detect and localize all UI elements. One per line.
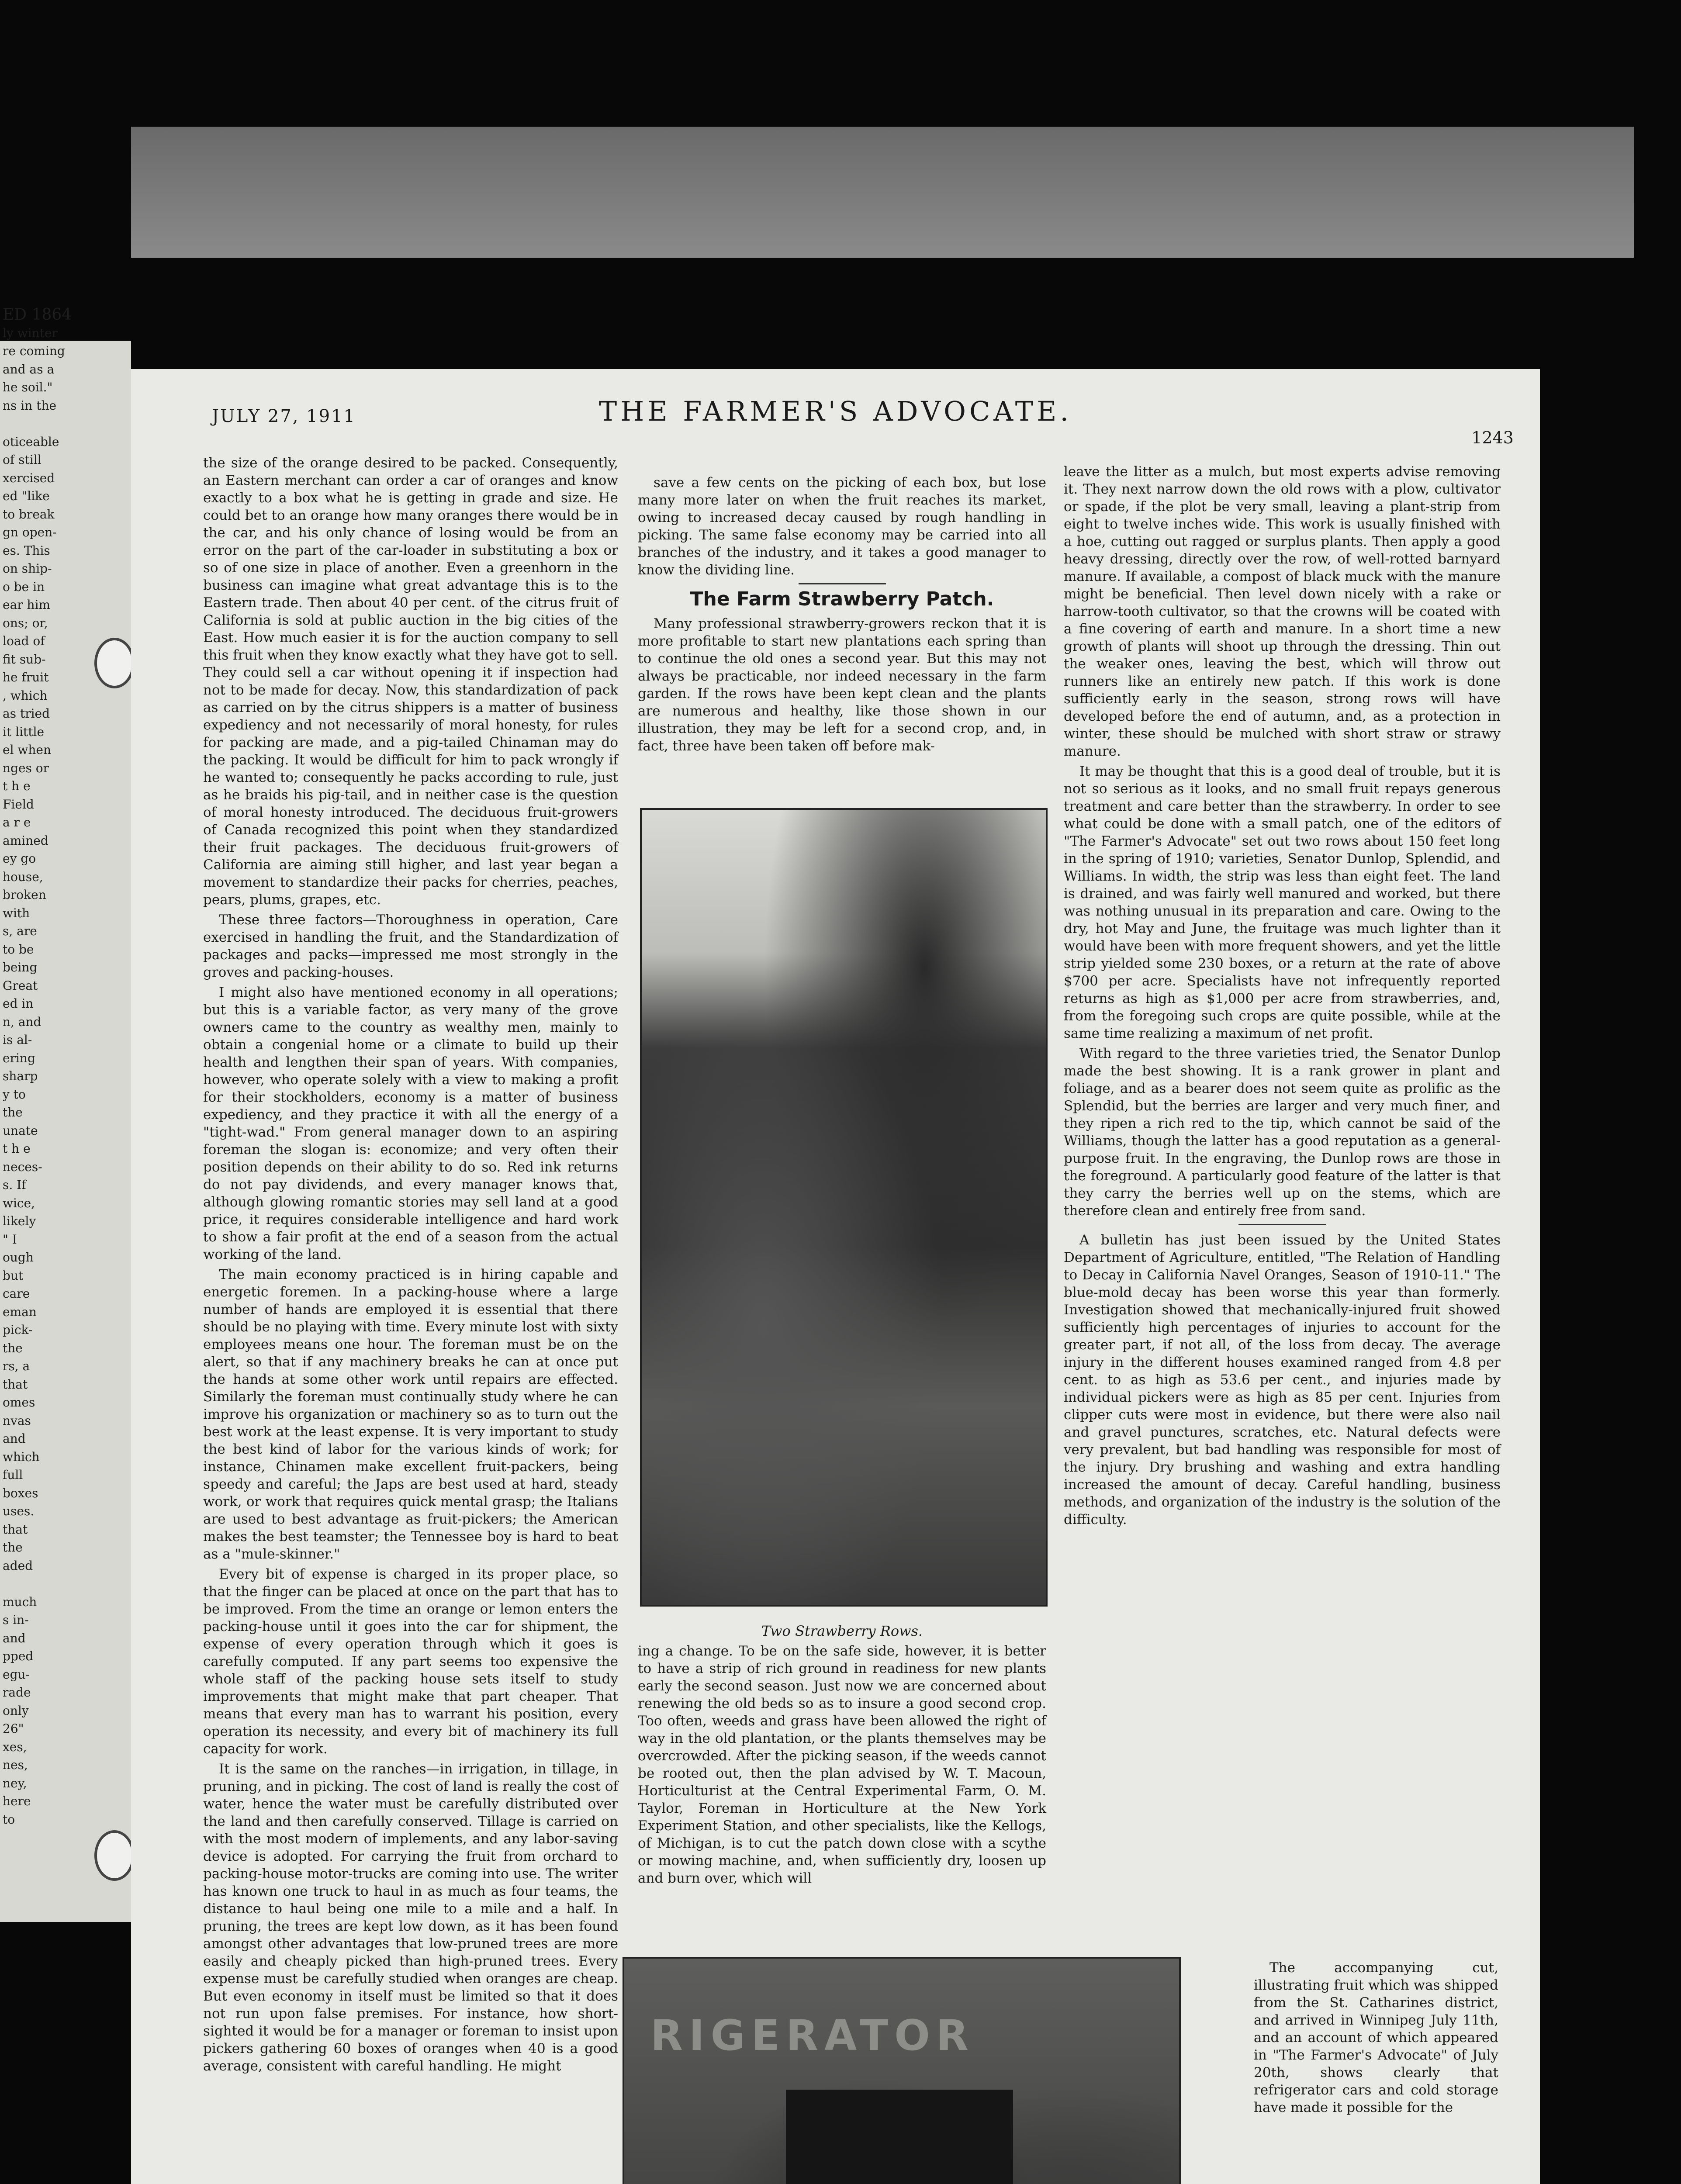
text-fragment: omes	[3, 1395, 35, 1410]
text-fragment: only	[3, 1703, 29, 1718]
text-fragment: nges or	[3, 760, 49, 775]
text-fragment: pped	[3, 1649, 34, 1663]
text-fragment: that	[3, 1377, 28, 1392]
text-fragment: oticeable	[3, 434, 59, 449]
text-fragment: xes,	[3, 1739, 27, 1754]
text-fragment: egu-	[3, 1667, 30, 1682]
text-fragment: load of	[3, 634, 45, 648]
masthead: THE FARMER'S ADVOCATE.	[598, 395, 1072, 427]
paragraph: The main economy practiced is in hiring capable and energetic foremen. In a packing-house where a large number of hands are employed it is essential that there should be no playing with time. Every minute lost with sixty employees means one hour. The foreman must be on the alert, so that if any machinery breaks he can at once put the hands at some other work until repairs are effected. Similarly the foreman must continually study where he can improve his organization or machinery so as to turn out the best work at the least expense. It is very important to study the best kind of labor for the various kinds of work; for instance, Chinamen make excellent fruit-packers, being speedy and careful; the Japs are best used at hard, steady work, or work that requires quick mental grasp; the Italians are used to best advantage as fruit-pickers; the American makes the best teamster; the Tennessee boy is hard to beat as a "mule-skinner."	[203, 1267, 618, 1562]
text-fragment: full	[3, 1468, 23, 1482]
text-fragment: gn open-	[3, 525, 57, 539]
binder-hole	[94, 638, 135, 688]
paragraph: A bulletin has just been issued by the United States Department of Agriculture, entitled, "The Relation of Handling to Decay in California Navel Oranges, Season of 1910-11." The blue-mold decay has been worse this year than formerly. Investigation showed that mechanically-injured fruit showed sufficiently high percentages of injuries to account for the greater part, if not all, of the loss from decay. The average injury in the different houses examined ranged from 4.8 per cent. to as high as 53.6 per cent., and injuries made by individual pickers were as high as 85 per cent. Injuries from clipper cuts were most in evidence, but there were also nail and gravel punctures, scratches, etc. Natural defects were very prevalent, but bad handling was responsible for most of the injury. Dry brushing and washing and extra handling increased the amount of decay. Careful handling, business methods, and organization of the industry is the solution of the difficulty.	[1064, 1232, 1501, 1527]
binder-hole	[94, 1830, 135, 1881]
text-fragment: to	[3, 1812, 15, 1827]
article-title: The Farm Strawberry Patch.	[690, 588, 994, 610]
strawberry-rows-photo	[640, 808, 1048, 1607]
text-fragment: nes,	[3, 1758, 28, 1772]
paragraph: These three factors—Thoroughness in operation, Care exercised in handling the fruit, and the Standardization of packages and packs—impressed me most strongly in the groves and packing-houses.	[203, 912, 618, 980]
adjacent-page-fragments	[0, 324, 131, 1829]
text-fragment: unate	[3, 1123, 38, 1138]
text-fragment: and	[3, 1431, 26, 1446]
text-fragment: as tried	[3, 706, 50, 721]
text-fragment: and	[3, 1631, 26, 1645]
column-3-cut-note	[1254, 1959, 1498, 2184]
text-fragment: the	[3, 1105, 23, 1120]
text-fragment: a r e	[3, 815, 31, 829]
text-fragment: Field	[3, 797, 34, 812]
section-rule	[1238, 1224, 1326, 1225]
text-fragment: the	[3, 1341, 23, 1355]
text-fragment: boxes	[3, 1486, 38, 1500]
paragraph: With regard to the three varieties tried, the Senator Dunlop made the best showing. It is a rank grower in plant and foliage, and as a bearer does not seem quite as prolific as the Splendid, but the berries are larger and very much finer, and they ripen a rich red to the tip, which cannot be said of the Williams, though the latter has a good reputation as a general-purpose fruit. In the engraving, the Dunlop rows are those in the foreground. A particularly good feature of the latter is that they carry the berries well up on the stems, which are therefore clean and entirely free from sand.	[1064, 1046, 1501, 1219]
paragraph: It may be thought that this is a good deal of trouble, but it is not so serious as it looks, and no small fruit repays generous treatment and care better than the strawberry. In order to see what could be done with a small patch, one of the editors of "The Farmer's Advocate" set out two rows about 150 feet long in the spring of 1910; varieties, Senator Dunlop, Splendid, and Williams. In width, the strip was less than eight feet. The land is drained, and was fairly well manured and worked, but there was nothing unusual in its preparation and care. Owing to the dry, hot May and June, the fruitage was much lighter than it would have been with more frequent showers, and yet the little strip yielded some 230 boxes, or a return at the rate of above $700 per acre. Specialists have not infrequently reported returns as high as $1,000 per acre from strawberries, and, from the foregoing such crops are quite possible, while at the same time realizing a maximum of net profit.	[1064, 764, 1501, 1041]
text-fragment: broken	[3, 888, 46, 902]
text-fragment: , which	[3, 688, 48, 703]
text-fragment: xercised	[3, 470, 55, 485]
text-fragment: on ship-	[3, 561, 52, 576]
text-fragment: ed in	[3, 996, 34, 1011]
column-2-upper	[638, 474, 1046, 793]
text-fragment: t h e	[3, 1141, 31, 1156]
text-fragment: re coming	[3, 344, 65, 358]
column-1	[203, 454, 618, 2184]
text-fragment: rade	[3, 1685, 31, 1700]
text-fragment: the	[3, 1540, 23, 1555]
text-fragment: wice,	[3, 1196, 35, 1210]
text-fragment: care	[3, 1286, 30, 1301]
car-door	[786, 2090, 1013, 2184]
text-fragment: that	[3, 1522, 28, 1537]
paragraph: Many professional strawberry-growers reckon that it is more profitable to start new plantations each spring than to continue the old ones a second year. But this may not always be practicable, nor indeed necessary in the farm garden. If the rows have been kept clean and the plants are numerous and healthy, like those shown in our illustration, they may be left for a second crop, and, in fact, three have been taken off before mak-	[638, 616, 1046, 754]
text-fragment: es. This	[3, 543, 50, 558]
page-number: 1243	[1471, 428, 1514, 447]
text-fragment: to break	[3, 507, 55, 522]
paragraph: Every bit of expense is charged in its proper place, so that the finger can be placed at once on the part that has to be improved. From the time an orange or lemon enters the packing-house until it goes into the car for shipment, the expense of every operation through which it goes is carefully computed. If any part seems too expensive the whole staff of the packing house sets itself to study improvements that might make that part cheaper. That means that every man has to warrant his position, every operation its necessity, and every bit of machinery its full capacity for work.	[203, 1566, 618, 1757]
text-fragment	[0, 415, 131, 433]
text-fragment: 26"	[3, 1721, 24, 1736]
film-border	[131, 127, 1634, 258]
text-fragment: o be in	[3, 579, 45, 594]
section-rule	[799, 583, 886, 584]
text-fragment: amined	[3, 833, 48, 848]
text-fragment: ons; or,	[3, 615, 48, 630]
paragraph: I might also have mentioned economy in all operations; but this is a variable factor, as very many of the grove owners came to the country as wealthy men, mainly to obtain a congenial home or a climate to build up their health and lengthen their span of years. With companies, however, who operate solely with a view to making a profit for their stockholders, economy is a matter of business expediency, and they practice it with all the energy of a "tight-wad." From general manager down to an aspiring foreman the slogan is: economize; and very often their position depends on their ability to do so. Red ink returns do not pay dividends, and every manager knows that, although glowing romantic stories may sell land at a good price, it requires considerable intelligence and hard work to show a fair profit at the end of a season from the actual working of the land.	[203, 985, 618, 1262]
text-fragment: t h e	[3, 779, 31, 793]
text-fragment: " I	[3, 1232, 17, 1247]
refrigerator-car-sign: RIGERATOR	[650, 2011, 975, 2060]
text-fragment: neces-	[3, 1159, 42, 1174]
paragraph: ing a change. To be on the safe side, however, it is better to have a strip of rich ground in readiness for new plants early the second season. Just now we are concerned about renewing the old beds so as to insure a good second crop. Too often, weeds and grass have been allowed the right of way in the old plantation, or the plants themselves may be overcrowded. After the picking season, if the weeds cannot be rooted out, then the plan advised by W. T. Macoun, Horticulturist at the Central Experimental Farm, O. M. Taylor, Foreman in Horticulture at the New York Experiment Station, and other specialists, like the Kellogs, of Michigan, is to cut the patch down close with a scythe or mowing machine, and, when sufficiently dry, loosen up and burn over, which will	[638, 1643, 1046, 1886]
text-fragment: is al-	[3, 1033, 32, 1047]
paragraph: leave the litter as a mulch, but most experts advise removing it. They next narrow down the old rows with a plow, cultivator or spade, if the plot be very small, leaving a plant-strip from eight to twelve inches wide. This work is usually finished with a hoe, cutting out ragged or surplus plants. Then apply a good heavy dressing, directly over the row, of well-rotted barnyard manure. If available, a compost of black muck with the manure might be beneficial. Then level down nicely with a rake or harrow-tooth cultivator, so that the crowns will be coated with a fine covering of earth and manure. In a short time a new growth of plants will shoot up through the dressing. Thin out the weaker ones, leaving the best, which will throw out runners like an entirely new patch. If this work is done sufficiently early in the season, strong rows will have developed before the end of autumn, and, as a protection in winter, these should be mulched with short straw or strawy manure.	[1064, 464, 1501, 759]
text-fragment: which	[3, 1449, 40, 1464]
text-fragment: sharp	[3, 1069, 38, 1083]
column-2-middle	[638, 1642, 1046, 1944]
text-fragment: much	[3, 1594, 37, 1609]
newspaper-page	[131, 369, 1540, 2184]
text-fragment: nvas	[3, 1413, 31, 1428]
text-fragment: he soil."	[3, 380, 53, 394]
text-fragment: ns in the	[3, 398, 57, 413]
text-fragment: uses.	[3, 1504, 35, 1518]
text-fragment: ey go	[3, 851, 36, 866]
text-fragment: ering	[3, 1051, 35, 1065]
text-fragment: el when	[3, 743, 52, 757]
text-fragment: aded	[3, 1558, 33, 1573]
text-fragment: ear him	[3, 598, 51, 612]
text-fragment: eman	[3, 1304, 37, 1319]
text-fragment: s. If	[3, 1178, 26, 1192]
text-fragment: y to	[3, 1087, 26, 1102]
column-3	[1064, 463, 1501, 1730]
text-fragment: it little	[3, 724, 45, 739]
text-fragment: n, and	[3, 1014, 42, 1029]
text-fragment: pick-	[3, 1323, 33, 1337]
text-fragment: s in-	[3, 1613, 29, 1627]
text-fragment: ough	[3, 1250, 34, 1265]
paragraph: The accompanying cut, illustrating fruit which was shipped from the St. Catharines district, and arrived in Winnipeg July 11th, and an account of which appeared in "The Farmer's Advocate" of July 20th, shows clearly that refrigerator cars and cold storage have made it possible for the	[1254, 1960, 1498, 2115]
text-fragment: being	[3, 960, 38, 975]
refrigerator-car-photo	[623, 1957, 1181, 2184]
text-fragment: and as a	[3, 362, 55, 377]
text-fragment: rs, a	[3, 1359, 30, 1373]
text-fragment: ney,	[3, 1776, 27, 1790]
paragraph: the size of the orange desired to be packed. Consequently, an Eastern merchant can order a car of oranges and know exactly to a box what he is getting in grade and size. He could bet to an orange how many oranges there would be in the car, and his only chance of losing would be from an error on the part of the car-loader in substituting a box or so of one size in place of another. Even a greenhorn in the business can imagine what great advantage this is to the Eastern trade. Then about 40 per cent. of the citrus fruit of California is sold at public auction in the big cities of the East. How much easier it is for the auction company to sell this fruit when they know exactly what they have got to sell. They could sell a car without opening it if inspection had not to be made for decay. Now, this standardization of pack as carried on by the citrus shippers is a matter of business expediency and not necessarily of moral honesty, for rules for packing are made, and a pig-tailed Chinaman may do the packing. It would be difficult for him to pack wrongly if he wanted to; consequently he packs according to rule, just as he braids his pig-tail, and in neither case is the question of moral honesty introduced. The deciduous fruit-growers of Canada recognized this point when they standardized their fruit packages. The deciduous fruit-growers of California are aiming still higher, and last year began a movement to standardize their packs for cherries, peaches, pears, plums, grapes, etc.	[203, 455, 618, 908]
adjacent-page	[0, 306, 131, 1922]
text-fragment: to be	[3, 942, 34, 957]
text-fragment	[0, 1575, 131, 1593]
text-fragment: of still	[3, 453, 42, 467]
text-fragment: ed "like	[3, 489, 50, 503]
text-fragment: s, are	[3, 924, 37, 938]
text-fragment: ly winter	[3, 325, 58, 340]
text-fragment: but	[3, 1268, 24, 1283]
text-fragment: with	[3, 905, 30, 920]
text-fragment: here	[3, 1794, 31, 1808]
text-fragment: he fruit	[3, 670, 49, 684]
issue-date: JULY 27, 1911	[212, 406, 356, 426]
text-fragment: likely	[3, 1214, 36, 1228]
text-fragment: fit sub-	[3, 652, 46, 667]
text-fragment: Great	[3, 978, 38, 993]
adjacent-page-header: ED 1864	[3, 306, 72, 324]
photo-caption: Two Strawberry Rows.	[761, 1623, 923, 1639]
text-fragment: house,	[3, 869, 43, 884]
paragraph: save a few cents on the picking of each box, but lose many more later on when the fruit reaches its market, owing to increased decay caused by rough handling in picking. The same false economy may be carried into all branches of the industry, and it takes a good manager to know the dividing line.	[638, 475, 1046, 578]
paragraph: It is the same on the ranches—in irrigation, in tillage, in pruning, and in picking. The cost of land is really the cost of water, hence the water must be carefully distributed over the land and then carefully conserved. Tillage is carried on with the most modern of implements, and any labor-saving device is adopted. For carrying the fruit from orchard to packing-house motor-trucks are coming into use. The writer has known one truck to haul in as much as four teams, the distance to haul being one mile to a mile and a half. In pruning, the trees are kept low down, as it has been found amongst other advantages that low-pruned trees are more easily and cheaply picked than high-pruned trees. Every expense must be carefully studied when oranges are cheap. But even economy in itself must be limited so that it does not run upon false premises. For instance, how short-sighted it would be for a manager or foreman to insist upon pickers gathering 60 boxes of oranges when 40 is a good average, consistent with careful handling. He might	[203, 1761, 618, 2074]
